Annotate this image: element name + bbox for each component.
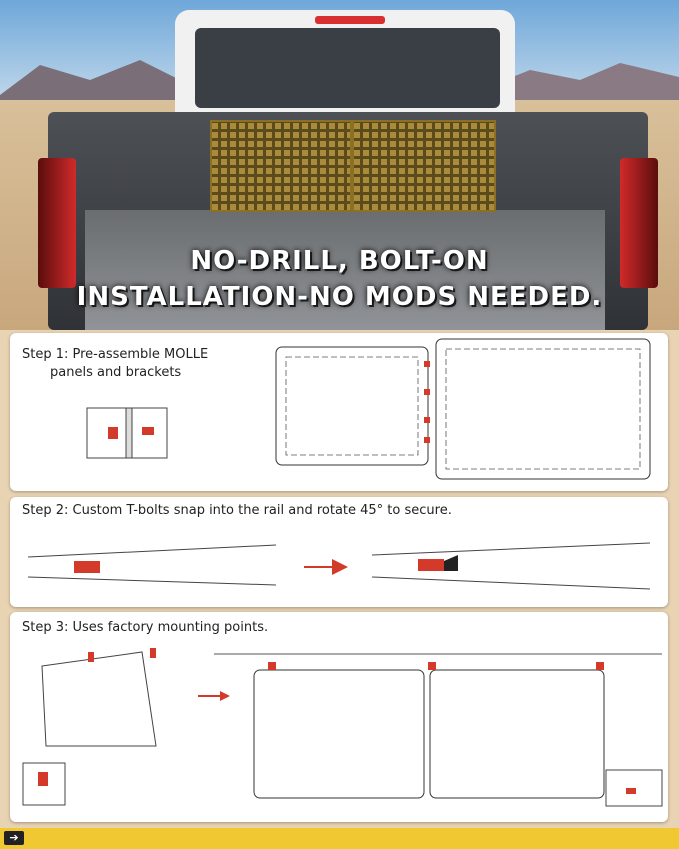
side-panel-illustration <box>32 646 162 756</box>
step2-card <box>10 497 668 607</box>
headline-line2: INSTALLATION-NO MODS NEEDED. <box>76 282 603 312</box>
step1-label-line2: panels and brackets <box>50 365 182 380</box>
step2-label: Step 2: Custom T-bolts snap into the rail and rotate 45° to secure. <box>22 503 452 518</box>
bottom-accent-bar <box>0 828 679 849</box>
headline-line1: NO-DRILL, BOLT-ON <box>190 246 489 276</box>
step1-card <box>10 333 668 491</box>
tbolt-rail-diagram <box>26 537 652 599</box>
molle-panel-right <box>352 120 496 212</box>
step3-card <box>10 612 668 822</box>
arrow-right-icon[interactable]: ➔ <box>4 831 24 845</box>
truck-bed-install-diagram <box>210 642 666 818</box>
rear-window <box>195 28 500 108</box>
molle-panel-left <box>210 120 352 212</box>
bracket-closeup-illustration <box>22 762 66 806</box>
step3-label: Step 3: Uses factory mounting points. <box>22 620 269 635</box>
step1-label-line1: Step 1: Pre-assemble MOLLE <box>22 347 209 362</box>
molle-panels-diagram <box>272 337 656 487</box>
bracket-detail-illustration <box>86 407 168 459</box>
brake-light <box>315 16 385 24</box>
tbolt-icon <box>74 561 100 573</box>
hero-image <box>0 0 679 330</box>
